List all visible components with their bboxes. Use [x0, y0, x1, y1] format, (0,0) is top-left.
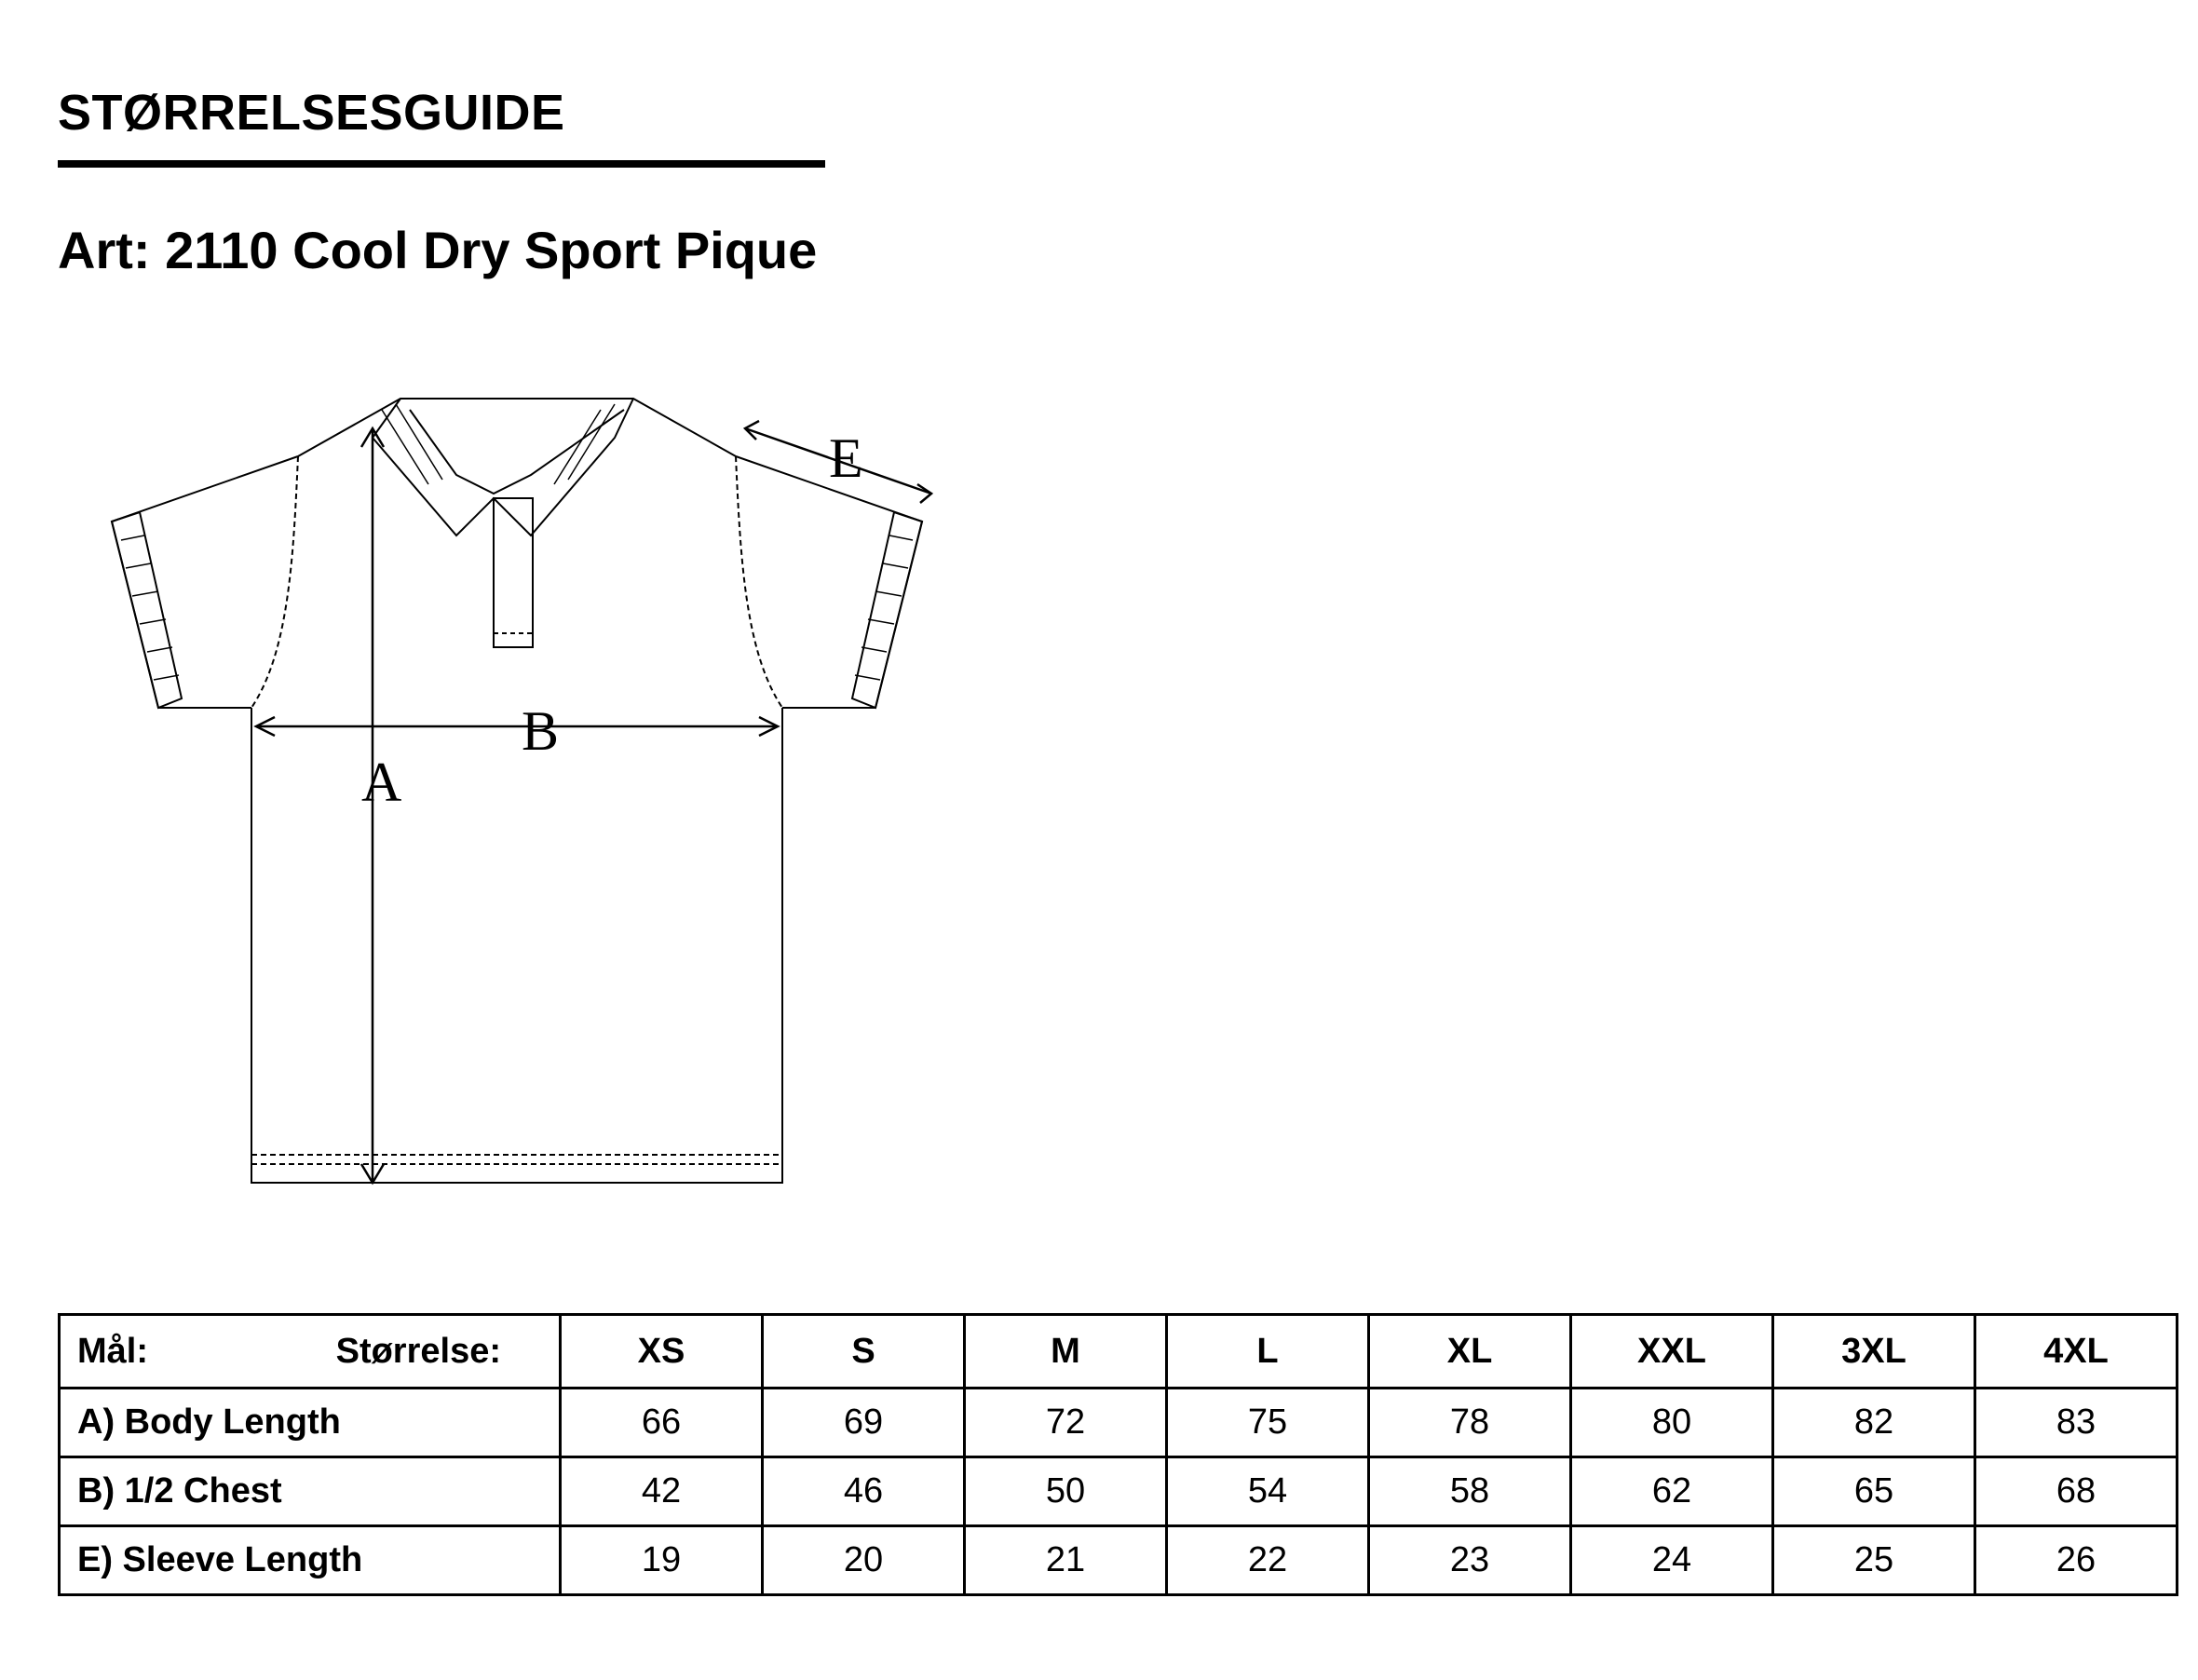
table-cell: 20	[763, 1526, 965, 1595]
table-cell: 68	[1975, 1457, 2178, 1526]
polo-shirt-diagram	[93, 373, 950, 1211]
table-cell: 23	[1369, 1526, 1571, 1595]
table-cell: 66	[561, 1389, 763, 1457]
table-cell: 19	[561, 1526, 763, 1595]
size-label: Størrelse:	[335, 1331, 501, 1371]
shirt-body-outline	[251, 708, 782, 1183]
table-cell: 80	[1571, 1389, 1773, 1457]
title-underline	[58, 160, 825, 168]
size-header: 3XL	[1773, 1315, 1975, 1389]
size-table	[58, 1313, 2178, 1596]
measure-label: Mål:	[77, 1331, 148, 1371]
row-label: E) Sleeve Length	[60, 1526, 561, 1595]
size-header: L	[1167, 1315, 1369, 1389]
table-cell: 54	[1167, 1457, 1369, 1526]
table-row	[60, 1457, 2178, 1526]
size-header: S	[763, 1315, 965, 1389]
table-cell: 69	[763, 1389, 965, 1457]
table-cell: 72	[965, 1389, 1167, 1457]
size-header: M	[965, 1315, 1167, 1389]
product-name: Art: 2110 Cool Dry Sport Pique	[58, 221, 818, 279]
size-header: XXL	[1571, 1315, 1773, 1389]
label-b: B	[522, 700, 560, 762]
table-header-row	[60, 1315, 2178, 1389]
table-cell: 58	[1369, 1457, 1571, 1526]
row-label: A) Body Length	[60, 1389, 561, 1457]
table-cell: 78	[1369, 1389, 1571, 1457]
header-measure-cell	[60, 1315, 561, 1389]
table-cell: 50	[965, 1457, 1167, 1526]
table-cell: 46	[763, 1457, 965, 1526]
table-cell: 75	[1167, 1389, 1369, 1457]
size-header: XS	[561, 1315, 763, 1389]
table-cell: 22	[1167, 1526, 1369, 1595]
table-cell: 42	[561, 1457, 763, 1526]
table-cell: 21	[965, 1526, 1167, 1595]
label-a: A	[361, 752, 402, 813]
table-cell: 62	[1571, 1457, 1773, 1526]
table-cell: 65	[1773, 1457, 1975, 1526]
table-row	[60, 1526, 2178, 1595]
table-cell: 25	[1773, 1526, 1975, 1595]
label-e: E	[829, 427, 863, 489]
size-header: 4XL	[1975, 1315, 2178, 1389]
table-cell: 26	[1975, 1526, 2178, 1595]
table-cell: 82	[1773, 1389, 1975, 1457]
size-header: XL	[1369, 1315, 1571, 1389]
row-label: B) 1/2 Chest	[60, 1457, 561, 1526]
table-row	[60, 1389, 2178, 1457]
page-title: STØRRELSESGUIDE	[58, 85, 565, 141]
table-cell: 24	[1571, 1526, 1773, 1595]
table-cell: 83	[1975, 1389, 2178, 1457]
